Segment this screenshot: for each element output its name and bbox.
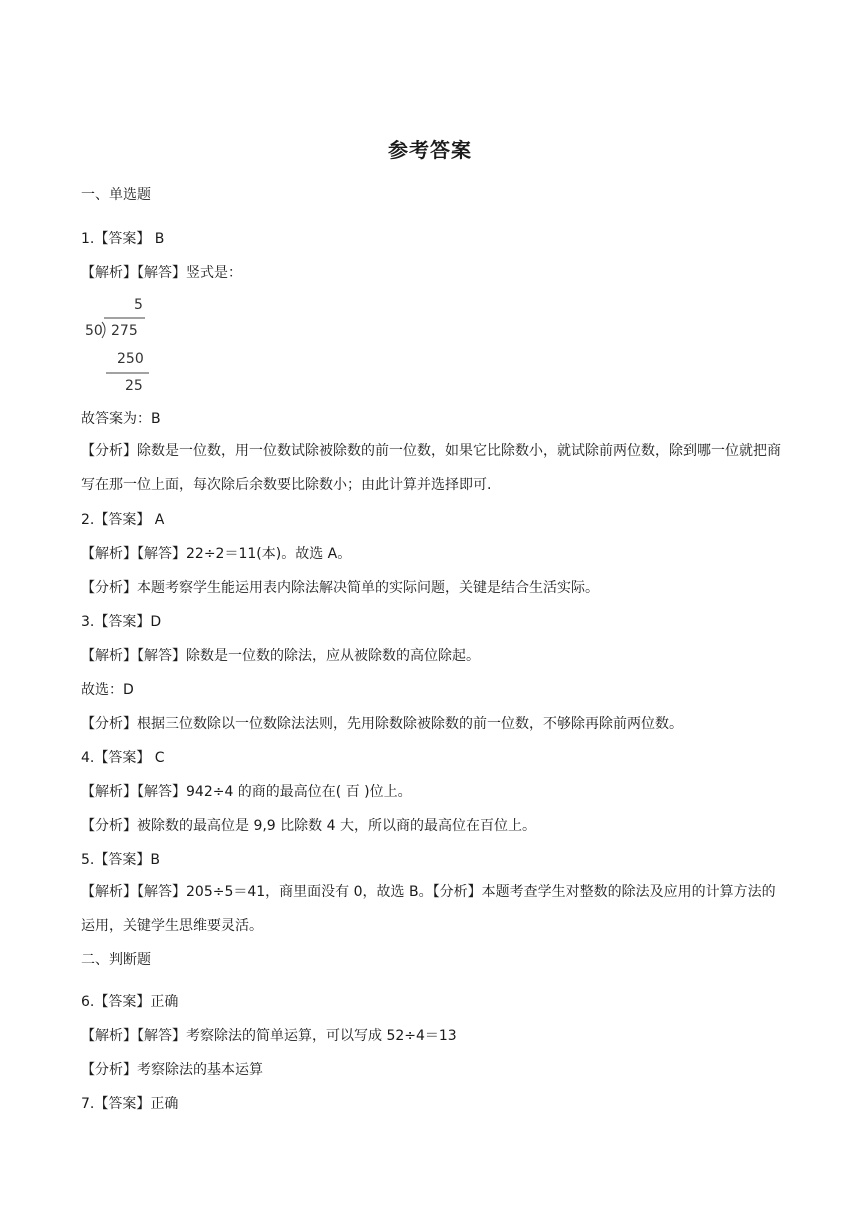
q3-answer: 3.【答案】D: [81, 614, 162, 630]
section-heading-true-false: 二、判断题: [81, 952, 151, 968]
q3-solution: 【解析】【解答】除数是一位数的除法，应从被除数的高位除起。: [81, 648, 480, 664]
q6-solution: 【解析】【解答】考察除法的简单运算，可以写成 52÷4＝13: [81, 1028, 457, 1044]
q4-answer: 4.【答案】 C: [81, 750, 165, 766]
long-division-figure: [81, 293, 161, 395]
long-division-dividend: 275: [111, 323, 138, 339]
q2-solution: 【解析】【解答】22÷2＝11(本)。故选 A。: [81, 546, 352, 562]
q3-conclusion: 故选：D: [81, 682, 134, 698]
long-division-product: 250: [117, 351, 144, 367]
q4-solution: 【解析】【解答】942÷4 的商的最高位在( 百 )位上。: [81, 784, 412, 800]
long-division-quotient: 5: [134, 297, 143, 313]
section-heading-single-choice: 一、单选题: [81, 187, 151, 203]
q2-analysis: 【分析】本题考察学生能运用表内除法解决简单的实际问题，关键是结合生活实际。: [81, 580, 599, 596]
q1-answer: 1.【答案】 B: [81, 231, 165, 247]
page-title: 参考答案: [388, 138, 472, 162]
q3-analysis: 【分析】根据三位数除以一位数除法法则，先用除数除被除数的前一位数，不够除再除前两位数。: [81, 716, 683, 732]
q5-answer: 5.【答案】B: [81, 852, 160, 868]
q6-answer: 6.【答案】正确: [81, 994, 179, 1010]
long-division-divisor: 50: [85, 323, 103, 339]
q6-analysis: 【分析】考察除法的基本运算: [81, 1062, 263, 1078]
q1-conclusion: 故答案为：B: [81, 411, 161, 427]
q7-answer: 7.【答案】正确: [81, 1096, 179, 1112]
long-division-remainder: 25: [125, 378, 143, 394]
q1-analysis: 【分析】除数是一位数，用一位数试除被除数的前一位数，如果它比除数小，就试除前两位数，除到哪一位就把商写在那一位上面，每次除后余数要比除数小；由此计算并选择即可.: [81, 443, 781, 493]
q2-answer: 2.【答案】 A: [81, 512, 165, 528]
q5-solution: 【解析】【解答】205÷5＝41，商里面没有 0，故选 B。【分析】本题考查学生对整数的除法及应用的计算方法的运用，关键学生思维要灵活。: [81, 884, 776, 934]
q4-analysis: 【分析】被除数的最高位是 9,9 比除数 4 大，所以商的最高位在百位上。: [81, 818, 536, 834]
q1-analysis-intro: 【解析】【解答】竖式是：: [81, 265, 242, 281]
